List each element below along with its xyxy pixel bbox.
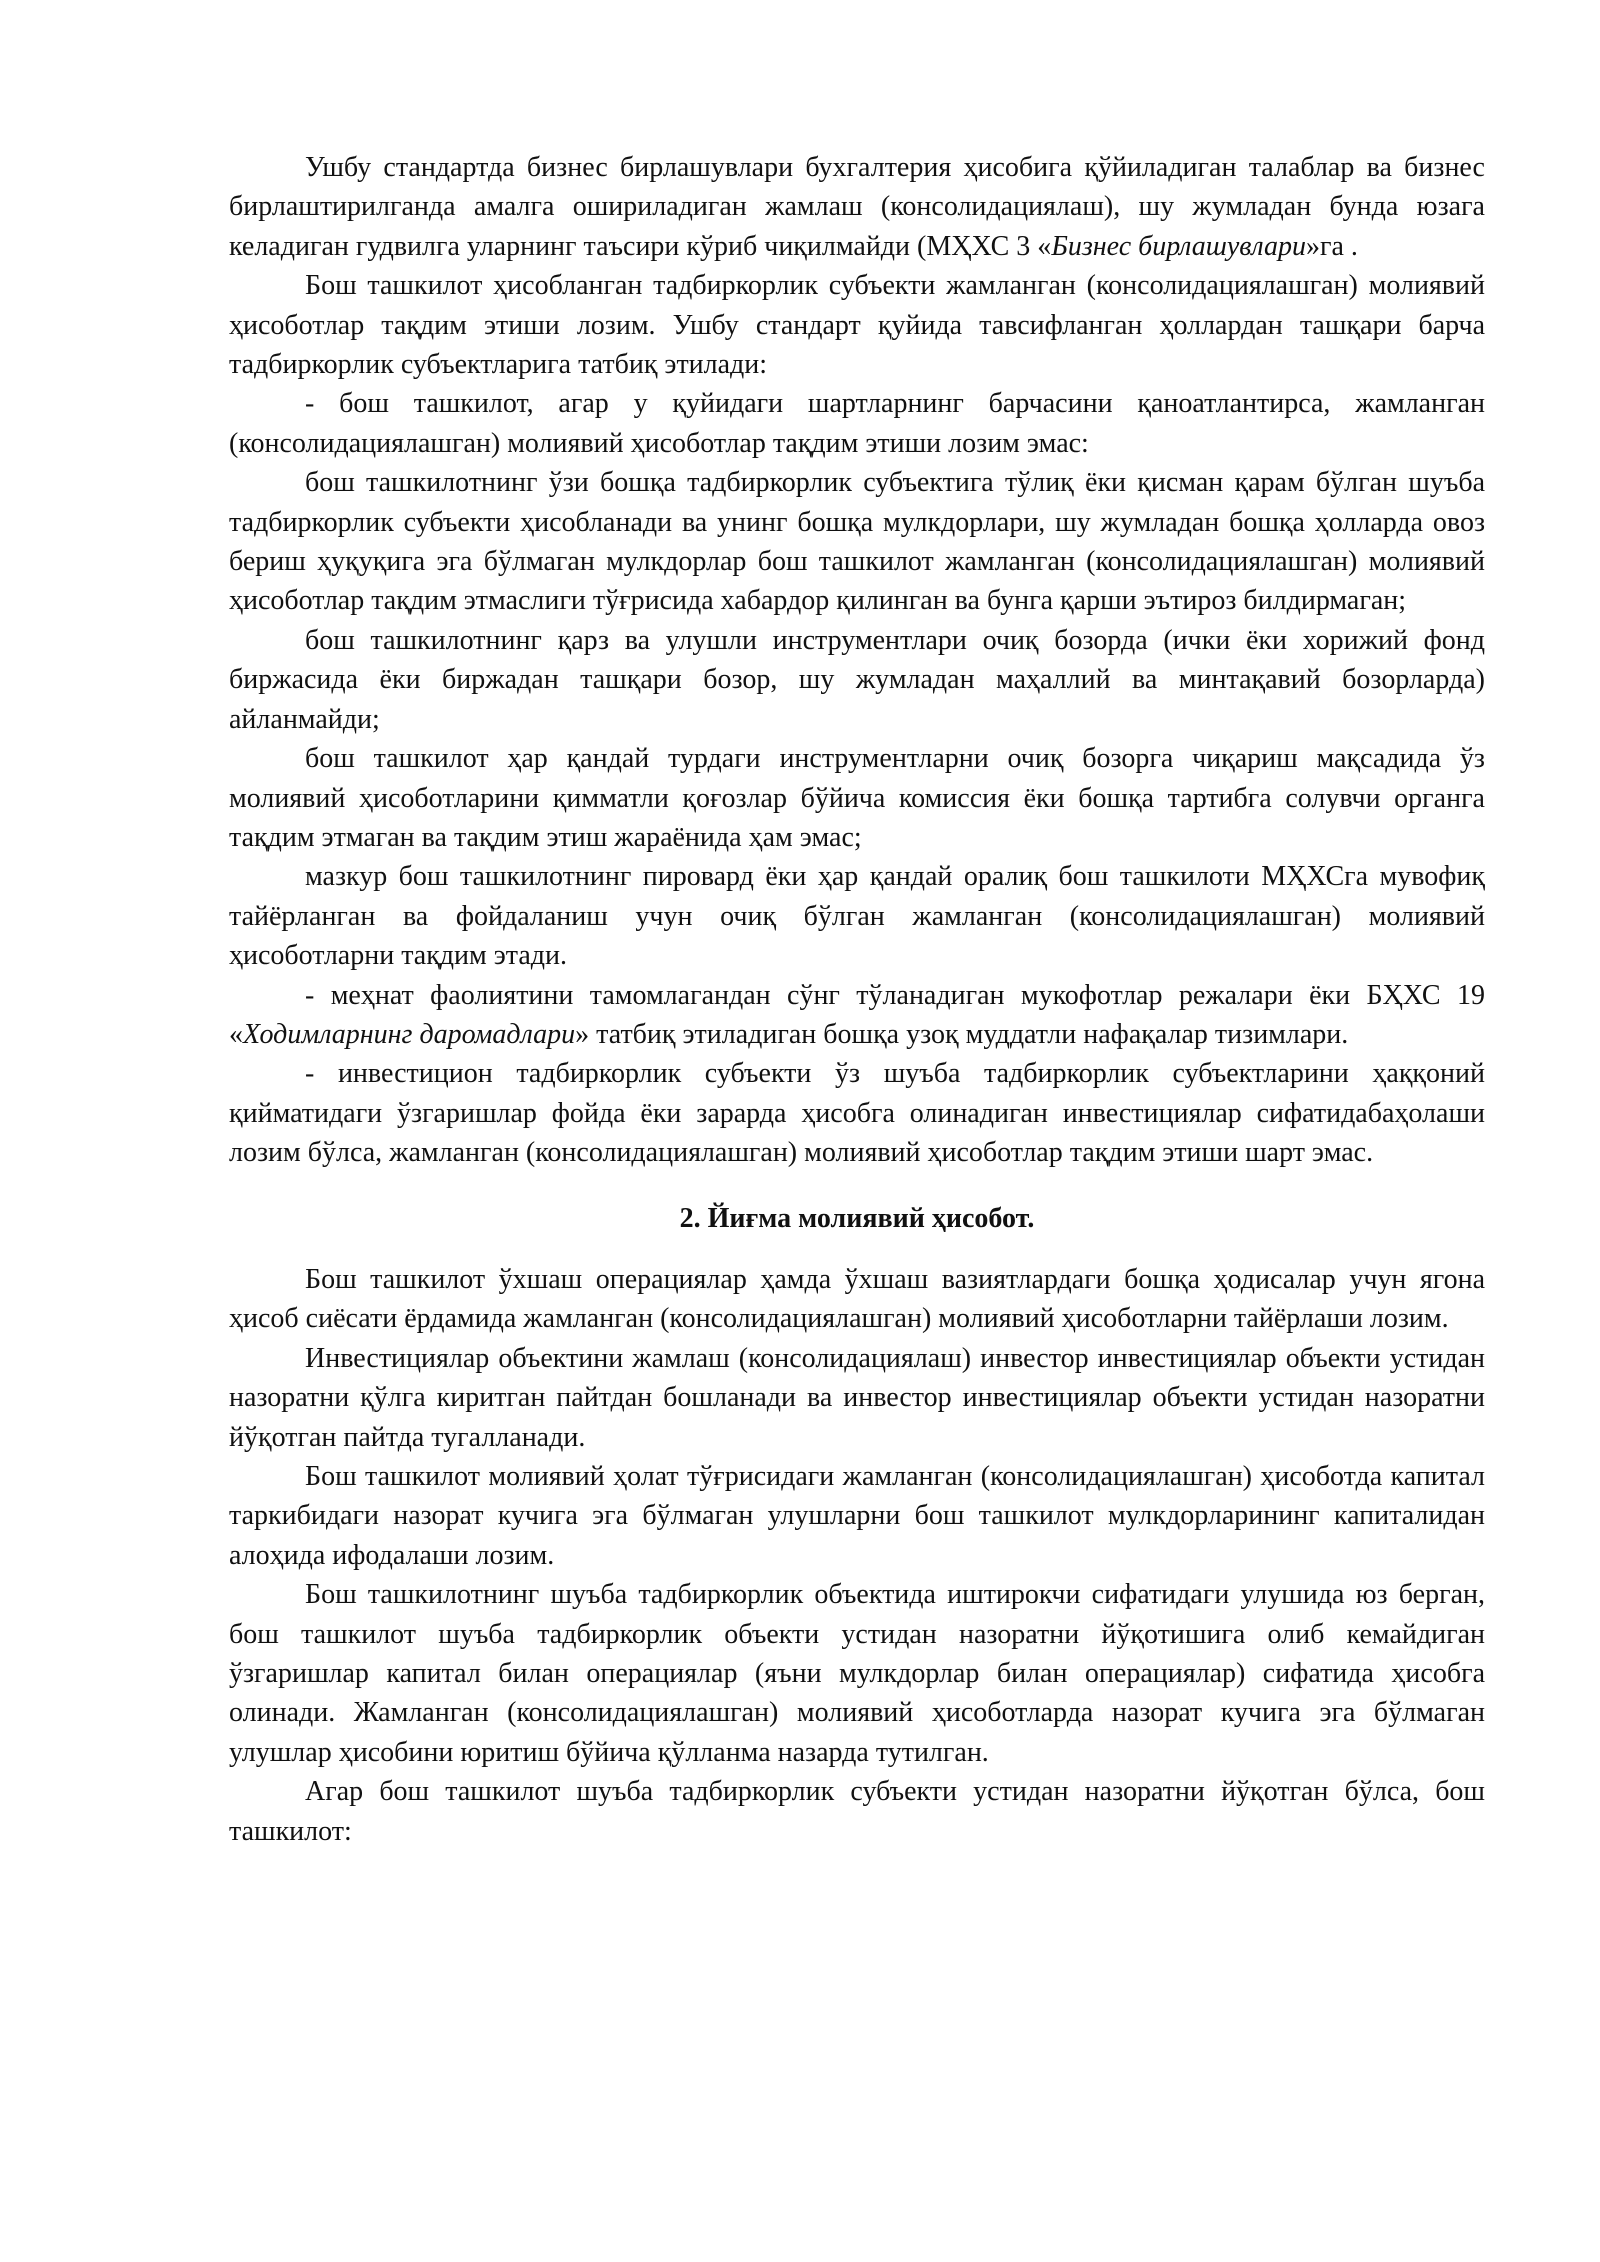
paragraph: бош ташкилот ҳар қандай турдаги инструментларни очиқ бозорга чиқариш мақсадида ўз молиявий ҳисоботларини қимматли қоғозлар бўйича комиссия ёки бошқа тартибга солувчи органга тақдим этмаган ва тақдим этиш жараёнида ҳам эмас; [229,743,1485,853]
paragraph-group-intro [229,148,1485,1173]
paragraph: - меҳнат фаолиятини тамомлагандан сўнг тўланадиган мукофотлар режалари ёки БҲХС 19 «Ходимларнинг даромадлари» татбиқ этиладиган бошқа узоқ муддатли нафақалар тизимлари. [229,979,1485,1050]
paragraph: Бош ташкилот молиявий ҳолат тўғрисидаги жамланган (консолидациялашган) ҳисоботда капитал таркибидаги назорат кучига эга бўлмаган улушларни бош ташкилот мулкдорларининг капиталидан алоҳида ифодалаши лозим. [229,1461,1485,1571]
paragraph: - бош ташкилот, агар у қуйидаги шартларнинг барчасини қаноатлантирса, жамланган (консолидациялашган) молиявий ҳисоботлар тақдим этиши лозим эмас: [229,388,1485,459]
paragraph: бош ташкилотнинг қарз ва улушли инструментлари очиқ бозорда (ички ёки хорижий фонд биржасида ёки биржадан ташқари бозор, шу жумладан маҳаллий ва минтақавий бозорларда) айланмайди; [229,624,1485,735]
paragraph: мазкур бош ташкилотнинг пировард ёки ҳар қандай оралиқ бош ташкилоти МҲХСга мувофиқ тайёрланган ва фойдаланиш учун очиқ бўлган жамланган (консолидациялашган) молиявий ҳисоботларни тақдим этади. [229,861,1485,972]
italic-title: Бизнес бирлашувлари [1051,230,1306,262]
paragraph: бош ташкилотнинг ўзи бошқа тадбиркорлик субъектига тўлиқ ёки қисман қарам бўлган шуъба тадбиркорлик субъекти ҳисобланади ва унинг бошқа мулкдорлари, шу жумладан бошқа ҳолларда овоз бериш ҳуқуқига эга бўлмаган мулкдорлар бош ташкилот жамланган (консолидациялашган) молиявий ҳисоботлар тақдим этмаслиги тўғрисида хабардор қилинган ва бунга қарши эътироз билдирмаган; [229,467,1485,617]
paragraph: Ушбу стандартда бизнес бирлашувлари бухгалтерия ҳисобига қўйиладиган талаблар ва бизнес бирлаштирилганда амалга ошириладиган жамлаш (консолидациялаш), шу жумладан бунда юзага келадиган гудвилга уларнинг таъсири кўриб чиқилмайди (МҲХС 3 «Бизнес бирлашувлари»га . [229,152,1485,262]
section-heading: 2. Йиғма молиявий ҳисобот. [679,1202,1035,1234]
italic-title: Ходимларнинг даромадлари [243,1018,576,1050]
paragraph: Бош ташкилот ўхшаш операциялар ҳамда ўхшаш вазиятлардаги бошқа ҳодисалар учун ягона ҳисоб сиёсати ёрдамида жамланган (консолидациялашган) молиявий ҳисоботларни тайёрлаши лозим. [229,1263,1485,1335]
paragraph: - инвестицион тадбиркорлик субъекти ўз шуъба тадбиркорлик субъектларини ҳаққоний қийматидаги ўзгаришлар фойда ёки зарарда ҳисобга олинадиган инвестициялар сифатидабаҳолаши лозим бўлса, жамланган (консолидациялашган) молиявий ҳисоботлар тақдим этиши шарт эмас. [229,1058,1485,1169]
document-page [229,148,1485,1851]
paragraph: Инвестициялар объектини жамлаш (консолидациялаш) инвестор инвестициялар объекти устидан назоратни қўлга киритган пайтдан бошланади ва инвестор инвестициялар объекти устидан назоратни йўқотган пайтда тугалланади. [229,1342,1485,1453]
paragraph-group-section-2 [229,1260,1485,1851]
paragraph: Агар бош ташкилот шуъба тадбиркорлик субъекти устидан назоратни йўқотган бўлса, бош ташкилот: [229,1776,1485,1847]
paragraph: Бош ташкилотнинг шуъба тадбиркорлик объектида иштирокчи сифатидаги улушида юз берган, бош ташкилот шуъба тадбиркорлик объекти устидан назоратни йўқотишига олиб кемайдиган ўзгаришлар капитал билан операциялар (яъни мулкдорлар билан операциялар) сифатида ҳисобга олинади. Жамланган (консолидациялашган) молиявий ҳисоботларда назорат кучига эга бўлмаган улушлар ҳисобини юритиш бўйича қўлланма назарда тутилган. [229,1579,1485,1768]
paragraph: Бош ташкилот ҳисобланган тадбиркорлик субъекти жамланган (консолидациялашган) молиявий ҳисоботлар тақдим этиши лозим. Ушбу стандарт қуйида тавсифланган ҳоллардан ташқари барча тадбиркорлик субъектларига татбиқ этилади: [229,270,1485,381]
